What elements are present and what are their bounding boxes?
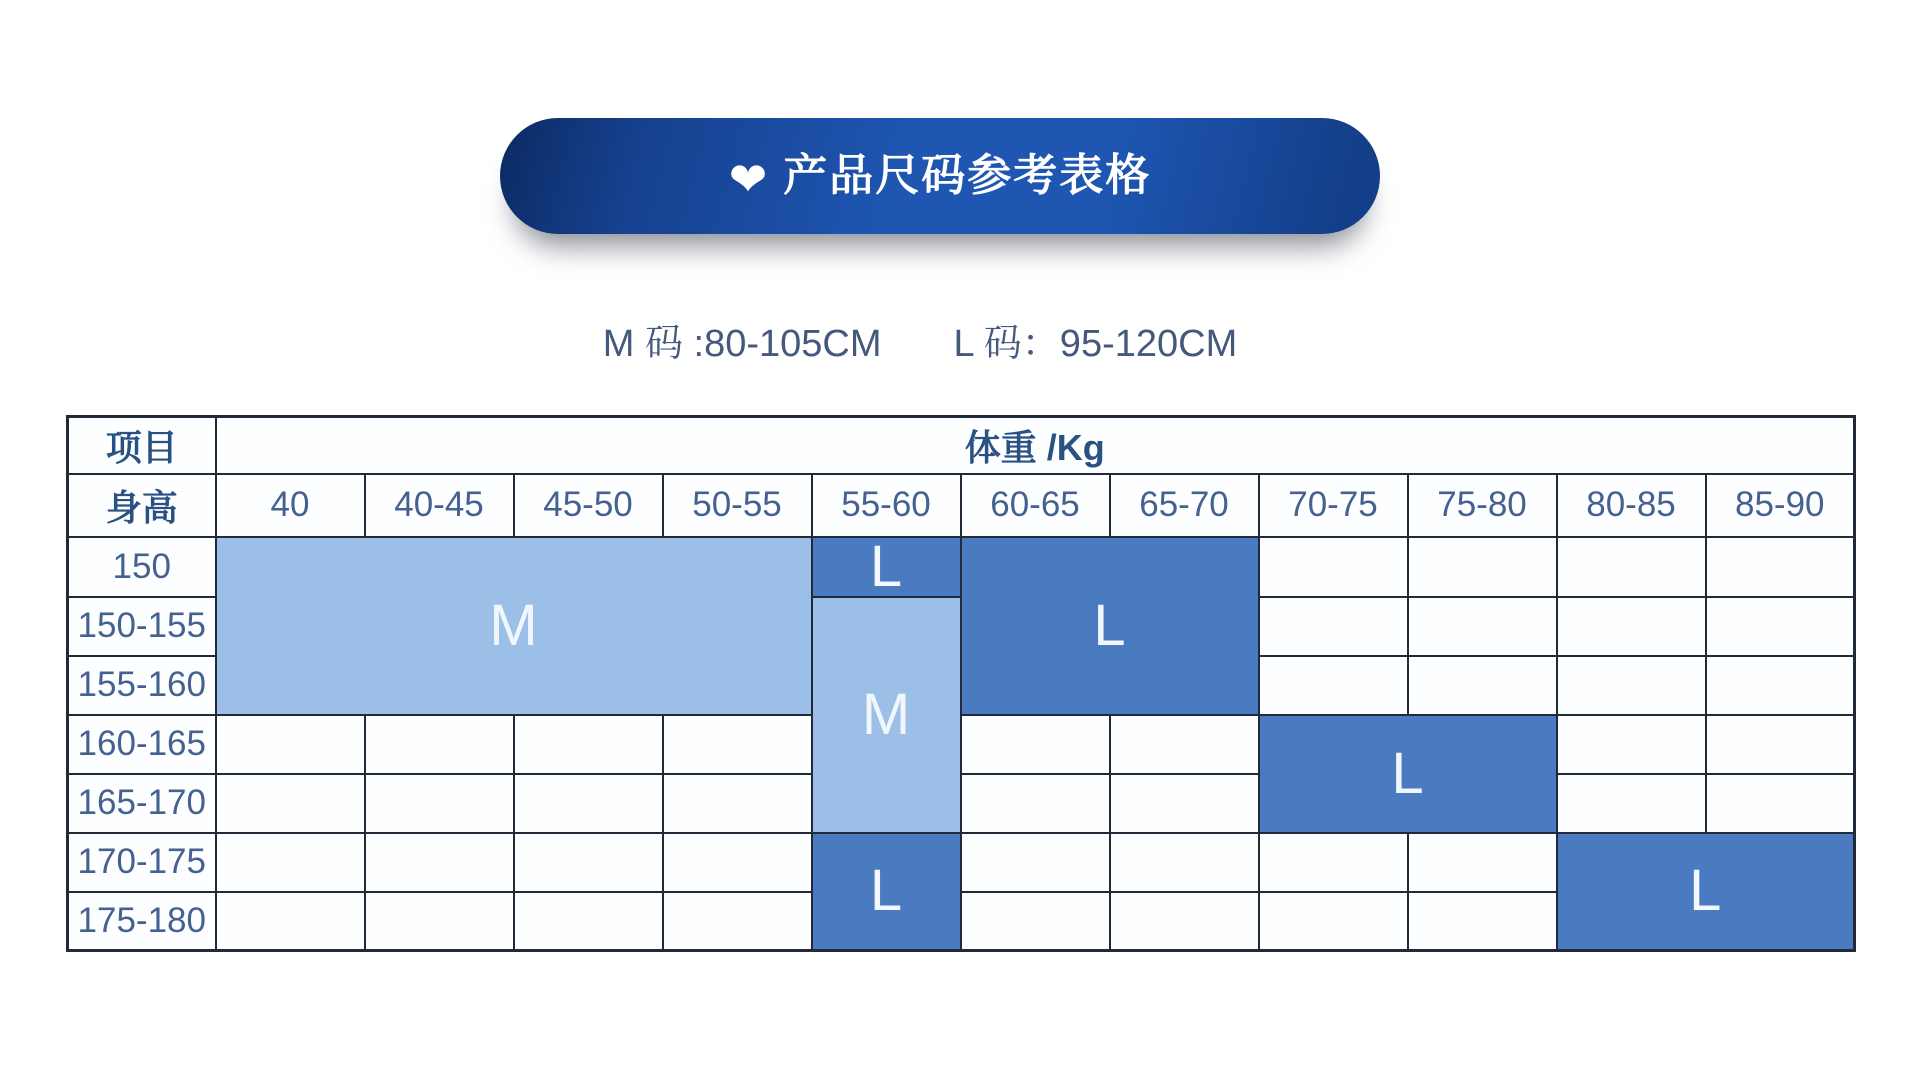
empty-cell	[1706, 715, 1855, 774]
empty-cell	[1408, 833, 1557, 892]
weight-col-header: 40	[216, 474, 365, 537]
empty-cell	[663, 892, 812, 951]
height-row-label: 150-155	[68, 597, 216, 656]
height-row-label: 165-170	[68, 774, 216, 833]
weight-col-header: 85-90	[1706, 474, 1855, 537]
size-reference-table	[66, 415, 1856, 952]
weight-col-header: 70-75	[1259, 474, 1408, 537]
empty-cell	[1259, 656, 1408, 715]
size-note-m: M 码 :80-105CM	[602, 323, 882, 365]
empty-cell	[961, 774, 1110, 833]
size-note-l: L 码：95-120CM	[953, 323, 1238, 365]
weight-col-header: 40-45	[365, 474, 514, 537]
empty-cell	[663, 833, 812, 892]
empty-cell	[1259, 892, 1408, 951]
empty-cell	[1259, 833, 1408, 892]
empty-cell	[1557, 774, 1706, 833]
empty-cell	[1408, 537, 1557, 597]
m-region-55-60: M	[812, 597, 961, 833]
empty-cell	[1408, 597, 1557, 656]
weight-col-header: 80-85	[1557, 474, 1706, 537]
empty-cell	[1706, 774, 1855, 833]
size-notes	[603, 312, 1237, 367]
empty-cell	[1706, 537, 1855, 597]
height-axis-label: 身高	[68, 474, 216, 537]
empty-cell	[514, 774, 663, 833]
weight-axis-label: 体重 /Kg	[216, 417, 1855, 474]
empty-cell	[216, 833, 365, 892]
weight-col-header: 60-65	[961, 474, 1110, 537]
l-region-60-70: L	[961, 537, 1259, 715]
l-region-55-60-150: L	[812, 537, 961, 597]
page-title: 产品尺码参考表格	[783, 151, 1152, 200]
height-row-label: 150	[68, 537, 216, 597]
heart-icon: ❤	[728, 153, 768, 205]
empty-cell	[1557, 656, 1706, 715]
height-row-label: 175-180	[68, 892, 216, 951]
empty-cell	[1259, 537, 1408, 597]
title-banner	[500, 118, 1380, 234]
l-region-55-60-bottom: L	[812, 833, 961, 951]
weight-col-header: 65-70	[1110, 474, 1259, 537]
empty-cell	[216, 715, 365, 774]
empty-cell	[961, 833, 1110, 892]
empty-cell	[1259, 597, 1408, 656]
empty-cell	[1408, 656, 1557, 715]
empty-cell	[514, 892, 663, 951]
l-region-80-90: L	[1557, 833, 1855, 951]
corner-label: 项目	[68, 417, 216, 474]
empty-cell	[1110, 715, 1259, 774]
empty-cell	[1706, 656, 1855, 715]
empty-cell	[663, 774, 812, 833]
empty-cell	[1557, 715, 1706, 774]
weight-col-header: 50-55	[663, 474, 812, 537]
empty-cell	[663, 715, 812, 774]
height-row-label: 155-160	[68, 656, 216, 715]
weight-col-header: 55-60	[812, 474, 961, 537]
empty-cell	[1557, 537, 1706, 597]
empty-cell	[961, 715, 1110, 774]
empty-cell	[365, 833, 514, 892]
empty-cell	[216, 774, 365, 833]
empty-cell	[365, 715, 514, 774]
empty-cell	[1110, 774, 1259, 833]
weight-col-header: 75-80	[1408, 474, 1557, 537]
empty-cell	[961, 892, 1110, 951]
empty-cell	[514, 715, 663, 774]
empty-cell	[1706, 597, 1855, 656]
empty-cell	[216, 892, 365, 951]
weight-col-header: 45-50	[514, 474, 663, 537]
height-row-label: 170-175	[68, 833, 216, 892]
empty-cell	[1110, 833, 1259, 892]
height-row-label: 160-165	[68, 715, 216, 774]
empty-cell	[365, 774, 514, 833]
empty-cell	[1557, 597, 1706, 656]
empty-cell	[365, 892, 514, 951]
l-region-70-80: L	[1259, 715, 1557, 833]
empty-cell	[1110, 892, 1259, 951]
empty-cell	[514, 833, 663, 892]
empty-cell	[1408, 892, 1557, 951]
m-region-main: M	[216, 537, 812, 715]
